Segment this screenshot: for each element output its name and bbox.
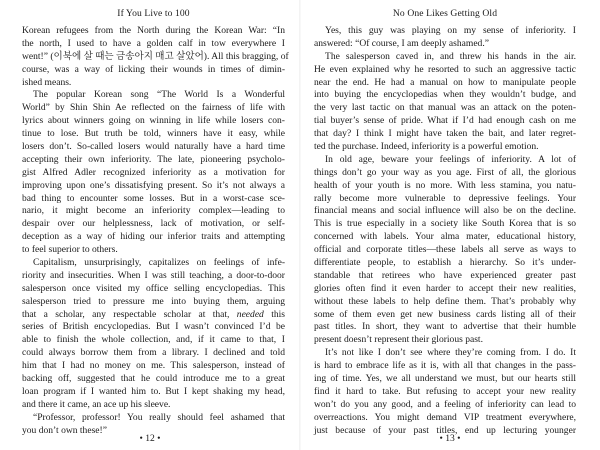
text-line: won’t do you any good, and a feeling of inferiority can lead to bbox=[314, 398, 576, 410]
text-fragment: that a scholar, any respectable scholar at that, bbox=[22, 308, 237, 320]
text-line: near the end. He had a manual on how to manipulate people bbox=[314, 76, 576, 88]
text-line: him that I had no money on me. This salesperson, instead of bbox=[22, 360, 285, 372]
text-line: Yes, this guy was playing on my sense of inferiority. I bbox=[325, 25, 576, 36]
text-line: able to finish the whole collection, and, if it came to that, I bbox=[22, 334, 285, 346]
text-line: the north, I used to have a golden calf in tow everywhere I bbox=[22, 37, 285, 49]
text-line: He even explained why he resorted to such an aggressive tactic bbox=[314, 63, 576, 75]
text-line: concerned with labels. Your alma mater, educational history, bbox=[314, 231, 576, 243]
text-line: tinue to lose. But truth be told, winners have it easy, while bbox=[22, 128, 285, 140]
text-line: just because of your past titles, end up lecturing younger bbox=[314, 424, 576, 436]
text-line: The salesperson caved in, and threw his hands in the air. bbox=[325, 50, 576, 62]
text-line: to feel superior to others. bbox=[22, 244, 118, 256]
text-line: went!” (이북에 살 때는 금송아지 매고 살았어). All this bragging, of bbox=[22, 50, 289, 62]
italic-text: needed bbox=[236, 308, 264, 320]
text-line: rally become more vulnerable to depressive feelings. Your bbox=[314, 192, 576, 204]
text-line: gist Alfred Adler recognized inferiority as a motivation for bbox=[22, 166, 285, 178]
text-line: could always borrow them from a library. I declined and told bbox=[22, 347, 285, 359]
text-line: It’s not like I don’t see where they’re coming from. I do. It bbox=[325, 347, 576, 359]
text-line: course, was a way of licking their wounds in times of dimin- bbox=[22, 63, 285, 75]
text-line: overreactions. You might demand VIP treatment everywhere, bbox=[314, 411, 576, 423]
text-line: The popular Korean song “The World Is a Wonderful bbox=[33, 89, 285, 101]
right-running-head: No One Likes Getting Old bbox=[392, 8, 498, 19]
text-line: salesperson tried to pressure me into buying them, arguing bbox=[22, 295, 285, 307]
text-line: find it hard to take. But refusing to accept your new reality bbox=[314, 385, 576, 397]
text-line: nario, it might become an inferiority complex—leading to bbox=[22, 205, 285, 217]
text-line: ted the purchase. Indeed, inferiority is a powerful emotion. bbox=[314, 141, 539, 153]
left-page-number: • 12 • bbox=[139, 433, 161, 444]
text-fragment: this bbox=[263, 308, 285, 320]
right-page-number: • 13 • bbox=[439, 433, 461, 444]
text-line: some of them even get new business cards listing all of their bbox=[314, 308, 576, 320]
text-line: health of your youth is no more. With less stamina, you natu- bbox=[314, 179, 576, 191]
text-line: that day? I think I might have taken the bait, and later regret- bbox=[314, 128, 576, 140]
text-line: bad thing to encounter some losses. But in a worst-case sce- bbox=[22, 192, 285, 204]
text-line: loan program if I wanted him to. But I kept shaking my head, bbox=[22, 385, 285, 397]
text-line: into buying the encyclopedias when they wouldn’t budge, and bbox=[314, 89, 576, 101]
text-line bbox=[22, 309, 285, 322]
left-page-text bbox=[22, 25, 289, 438]
text-line: Capitalism, unsurprisingly, capitalizes on feelings of infe- bbox=[33, 257, 285, 269]
text-line: the very last tactic on that manual was an attack on the poten- bbox=[314, 102, 576, 114]
text-line: accepting their own inferiority. The late, pioneering psycholo- bbox=[22, 153, 285, 165]
text-line: despair over our helplessness, lack of motivation, or self- bbox=[22, 218, 285, 230]
text-line: you don’t own these!” bbox=[22, 424, 107, 436]
text-line: losers don’t. So-called losers would naturally have a hard time bbox=[22, 141, 285, 153]
text-line: ished means. bbox=[22, 76, 72, 88]
text-line: lyrics about winners going on winning in life while losers con- bbox=[22, 115, 285, 127]
text-line: is hard to embrace life as it is, with all that changes in the pass- bbox=[314, 360, 576, 372]
text-line: standable that retirees who have experienced greater past bbox=[314, 269, 576, 281]
text-line: glories often find it even harder to accept their new realities, bbox=[314, 282, 576, 294]
text-line: ing of time. Yes, we all understand we must, but our hearts still bbox=[314, 373, 576, 385]
text-line: In old age, beware your feelings of inferiority. A lot of bbox=[325, 153, 576, 165]
text-line: past titles. In short, they want to advertise that their humble bbox=[314, 321, 576, 333]
text-line: World” by Shin Shin Ae reflected on the fairness of life with bbox=[22, 102, 285, 114]
text-line: things don’t go your way as you age. First of all, the glorious bbox=[314, 166, 576, 178]
text-line: backing off, suggested that he could introduce me to a great bbox=[22, 373, 285, 385]
text-line: “Professor, professor! You really should feel ashamed that bbox=[33, 411, 285, 423]
text-line: riority and insecurities. When I was still teaching, a door-to-door bbox=[22, 269, 285, 281]
text-line: answered: “Of course, I am deeply ashamed.” bbox=[314, 37, 489, 49]
text-line: financial means and social influence will also be on the decline. bbox=[314, 205, 576, 217]
text-line: without these labels to help define them. That’s probably why bbox=[314, 295, 576, 307]
text-line: present doesn’t represent their glorious past. bbox=[314, 334, 483, 346]
text-line: improving upon one’s dissatisfying present. So it’s not always a bbox=[22, 179, 285, 191]
text-line: tial buyer’s sense of pride. What if I’d had enough cash on me bbox=[314, 115, 576, 127]
text-line: series of British encyclopedias. But I wasn’t convinced I’d be bbox=[22, 321, 285, 333]
right-page-text bbox=[314, 25, 576, 438]
text-line: differentiate people, to establish a hierarchy. So it’s under- bbox=[314, 257, 576, 269]
text-line: and there it came, an ace up his sleeve. bbox=[22, 398, 171, 410]
left-running-head: If You Live to 100 bbox=[117, 8, 190, 19]
text-line: deception as a way of hiding our inferior traits and attempting bbox=[22, 231, 285, 243]
text-line: This is true especially in a society like South Korea that is so bbox=[314, 218, 576, 230]
text-line: Korean refugees from the North during the Korean War: “In bbox=[22, 25, 285, 36]
right-page bbox=[300, 0, 600, 450]
text-line: official and corporate titles—these labels all serve as ways to bbox=[314, 244, 576, 256]
text-line: salesperson once visited my office selling encyclopedias. This bbox=[22, 282, 285, 294]
